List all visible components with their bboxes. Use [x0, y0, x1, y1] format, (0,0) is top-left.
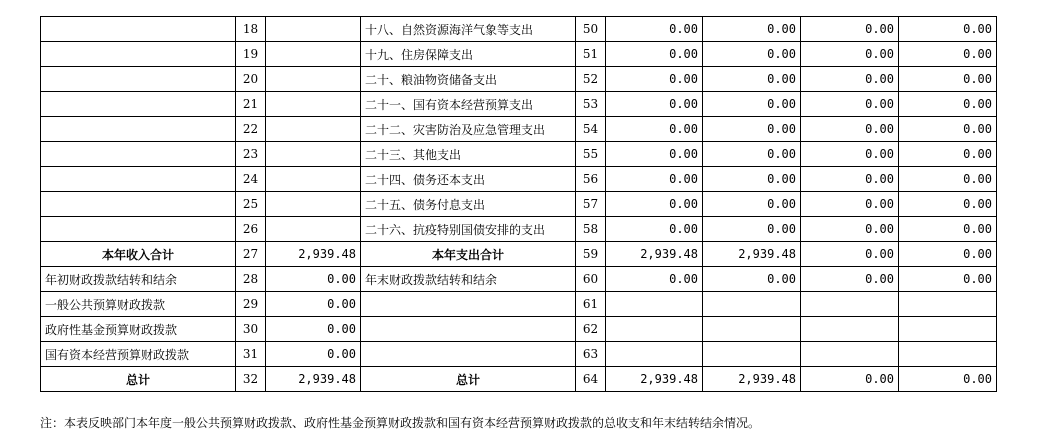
expense-item: 二十、粮油物资储备支出 [361, 67, 576, 92]
table-row-income-expense-subtotal [41, 242, 997, 267]
expense-item: 二十二、灾害防治及应急管理支出 [361, 117, 576, 142]
expense-general-budget: 2,939.48 [703, 242, 801, 267]
income-item: 政府性基金预算财政拨款 [41, 317, 236, 342]
expense-total: 0.00 [606, 267, 703, 292]
expense-item [361, 342, 576, 367]
expense-general-budget: 0.00 [703, 42, 801, 67]
expense-fund-budget: 0.00 [801, 67, 899, 92]
income-amount [266, 17, 361, 42]
income-item [41, 217, 236, 242]
expense-line-no: 57 [576, 192, 606, 217]
expense-item: 二十六、抗疫特别国债安排的支出 [361, 217, 576, 242]
expense-soe-budget: 0.00 [899, 367, 997, 392]
expense-soe-budget: 0.00 [899, 17, 997, 42]
income-item [41, 117, 236, 142]
table-footnote: 注：本表反映部门本年度一般公共预算财政拨款、政府性基金预算财政拨款和国有资本经营预算财政拨款的总收支和年末结转结余情况。 [40, 416, 761, 430]
expense-fund-budget: 0.00 [801, 217, 899, 242]
table-row [41, 42, 997, 67]
income-line-no: 28 [236, 267, 266, 292]
income-line-no: 24 [236, 167, 266, 192]
income-line-no: 29 [236, 292, 266, 317]
income-item: 一般公共预算财政拨款 [41, 292, 236, 317]
expense-line-no: 60 [576, 267, 606, 292]
fiscal-appropriation-table [40, 16, 997, 392]
expense-line-no: 59 [576, 242, 606, 267]
income-amount [266, 92, 361, 117]
expense-total: 2,939.48 [606, 367, 703, 392]
table-row [41, 342, 997, 367]
expense-item: 二十四、债务还本支出 [361, 167, 576, 192]
expense-fund-budget [801, 292, 899, 317]
expense-line-no: 50 [576, 17, 606, 42]
expense-general-budget: 0.00 [703, 192, 801, 217]
expense-line-no: 58 [576, 217, 606, 242]
expense-general-budget: 2,939.48 [703, 367, 801, 392]
expense-fund-budget [801, 342, 899, 367]
expense-line-no: 51 [576, 42, 606, 67]
expense-total: 0.00 [606, 217, 703, 242]
income-item [41, 17, 236, 42]
table-row [41, 92, 997, 117]
income-amount [266, 117, 361, 142]
expense-fund-budget: 0.00 [801, 142, 899, 167]
expense-fund-budget: 0.00 [801, 267, 899, 292]
expense-soe-budget: 0.00 [899, 217, 997, 242]
income-amount: 0.00 [266, 267, 361, 292]
expense-fund-budget [801, 317, 899, 342]
income-line-no: 23 [236, 142, 266, 167]
income-item [41, 67, 236, 92]
expense-line-no: 54 [576, 117, 606, 142]
expense-line-no: 63 [576, 342, 606, 367]
expense-general-budget [703, 317, 801, 342]
table-row [41, 317, 997, 342]
expense-total [606, 317, 703, 342]
expense-total: 0.00 [606, 67, 703, 92]
expense-fund-budget: 0.00 [801, 117, 899, 142]
income-line-no: 18 [236, 17, 266, 42]
expense-total: 0.00 [606, 142, 703, 167]
income-line-no: 21 [236, 92, 266, 117]
table-row [41, 117, 997, 142]
income-amount [266, 67, 361, 92]
expense-total [606, 292, 703, 317]
expense-soe-budget: 0.00 [899, 67, 997, 92]
income-line-no: 25 [236, 192, 266, 217]
table-row [41, 67, 997, 92]
table-row [41, 217, 997, 242]
income-line-no: 19 [236, 42, 266, 67]
income-item: 年初财政拨款结转和结余 [41, 267, 236, 292]
income-amount [266, 167, 361, 192]
income-line-no: 27 [236, 242, 266, 267]
expense-total: 0.00 [606, 17, 703, 42]
expense-line-no: 61 [576, 292, 606, 317]
expense-subtotal-label: 本年支出合计 [361, 242, 576, 267]
income-item [41, 167, 236, 192]
expense-soe-budget: 0.00 [899, 92, 997, 117]
expense-soe-budget: 0.00 [899, 267, 997, 292]
expense-soe-budget: 0.00 [899, 42, 997, 67]
income-line-no: 30 [236, 317, 266, 342]
expense-total: 0.00 [606, 92, 703, 117]
income-amount: 0.00 [266, 292, 361, 317]
expense-item [361, 317, 576, 342]
expense-soe-budget: 0.00 [899, 167, 997, 192]
expense-general-budget [703, 292, 801, 317]
table-row [41, 167, 997, 192]
expense-general-budget: 0.00 [703, 92, 801, 117]
expense-total: 0.00 [606, 192, 703, 217]
income-line-no: 26 [236, 217, 266, 242]
expense-fund-budget: 0.00 [801, 367, 899, 392]
expense-fund-budget: 0.00 [801, 192, 899, 217]
income-line-no: 20 [236, 67, 266, 92]
expense-general-budget: 0.00 [703, 267, 801, 292]
income-amount: 2,939.48 [266, 367, 361, 392]
expense-soe-budget [899, 342, 997, 367]
expense-fund-budget: 0.00 [801, 92, 899, 117]
expense-soe-budget: 0.00 [899, 192, 997, 217]
table-row [41, 142, 997, 167]
income-item [41, 192, 236, 217]
income-item [41, 92, 236, 117]
expense-item: 年末财政拨款结转和结余 [361, 267, 576, 292]
expense-line-no: 55 [576, 142, 606, 167]
expense-general-budget: 0.00 [703, 142, 801, 167]
expense-item [361, 292, 576, 317]
income-amount: 2,939.48 [266, 242, 361, 267]
income-amount: 0.00 [266, 342, 361, 367]
income-amount [266, 217, 361, 242]
expense-total [606, 342, 703, 367]
income-grand-total-label: 总计 [41, 367, 236, 392]
table-row [41, 17, 997, 42]
expense-fund-budget: 0.00 [801, 42, 899, 67]
expense-general-budget: 0.00 [703, 217, 801, 242]
table-row [41, 192, 997, 217]
expense-line-no: 64 [576, 367, 606, 392]
expense-total: 0.00 [606, 167, 703, 192]
expense-total: 0.00 [606, 117, 703, 142]
expense-soe-budget: 0.00 [899, 117, 997, 142]
income-item [41, 42, 236, 67]
expense-general-budget: 0.00 [703, 167, 801, 192]
income-amount [266, 192, 361, 217]
expense-general-budget: 0.00 [703, 17, 801, 42]
income-item: 国有资本经营预算财政拨款 [41, 342, 236, 367]
expense-grand-total-label: 总计 [361, 367, 576, 392]
expense-fund-budget: 0.00 [801, 242, 899, 267]
expense-line-no: 62 [576, 317, 606, 342]
expense-general-budget: 0.00 [703, 67, 801, 92]
expense-item: 二十三、其他支出 [361, 142, 576, 167]
expense-line-no: 56 [576, 167, 606, 192]
expense-item: 二十一、国有资本经营预算支出 [361, 92, 576, 117]
income-amount [266, 142, 361, 167]
income-amount: 0.00 [266, 317, 361, 342]
expense-soe-budget: 0.00 [899, 242, 997, 267]
expense-general-budget [703, 342, 801, 367]
expense-line-no: 52 [576, 67, 606, 92]
expense-soe-budget: 0.00 [899, 142, 997, 167]
expense-item: 十八、自然资源海洋气象等支出 [361, 17, 576, 42]
income-item [41, 142, 236, 167]
expense-fund-budget: 0.00 [801, 17, 899, 42]
expense-item: 十九、住房保障支出 [361, 42, 576, 67]
expense-total: 2,939.48 [606, 242, 703, 267]
expense-soe-budget [899, 317, 997, 342]
income-subtotal-label: 本年收入合计 [41, 242, 236, 267]
income-line-no: 32 [236, 367, 266, 392]
table-row-grand-total [41, 367, 997, 392]
income-amount [266, 42, 361, 67]
table-row [41, 292, 997, 317]
expense-item: 二十五、债务付息支出 [361, 192, 576, 217]
expense-soe-budget [899, 292, 997, 317]
income-line-no: 31 [236, 342, 266, 367]
expense-total: 0.00 [606, 42, 703, 67]
expense-fund-budget: 0.00 [801, 167, 899, 192]
income-line-no: 22 [236, 117, 266, 142]
expense-line-no: 53 [576, 92, 606, 117]
expense-general-budget: 0.00 [703, 117, 801, 142]
table-row [41, 267, 997, 292]
